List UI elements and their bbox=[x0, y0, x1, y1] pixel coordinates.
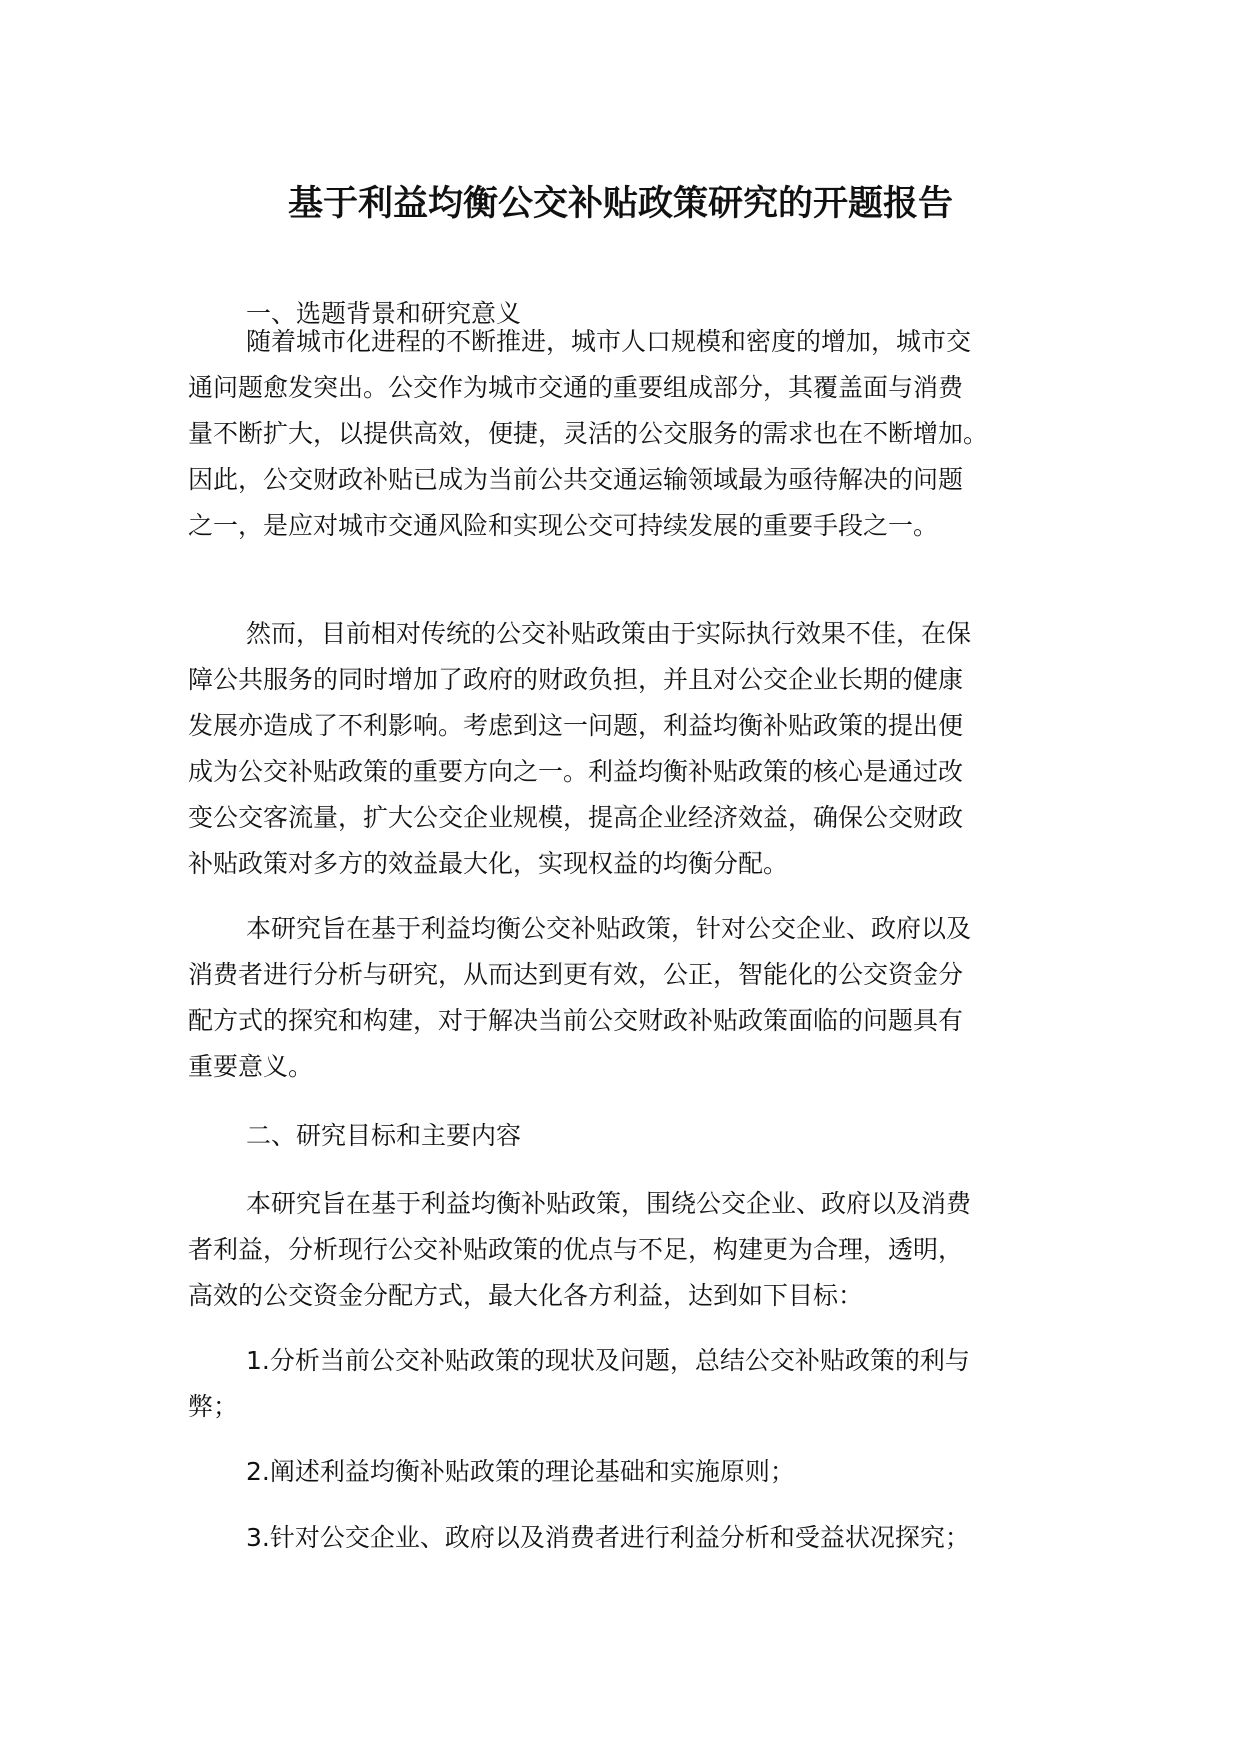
paragraph-line: 成为公交补贴政策的重要方向之一。利益均衡补贴政策的核心是通过改 bbox=[188, 757, 964, 786]
list-item-line: 2.阐述利益均衡补贴政策的理论基础和实施原则； bbox=[246, 1457, 795, 1486]
list-item-line: 弊； bbox=[188, 1392, 239, 1421]
paragraph-line: 高效的公交资金分配方式，最大化各方利益，达到如下目标： bbox=[188, 1281, 864, 1310]
paragraph-line: 配方式的探究和构建，对于解决当前公交财政补贴政策面临的问题具有 bbox=[188, 1006, 964, 1035]
paragraph-line: 重要意义。 bbox=[188, 1052, 314, 1081]
paragraph-problem bbox=[188, 611, 1068, 887]
list-item-1 bbox=[188, 1338, 1068, 1430]
paragraph-line: 量不断扩大，以提供高效，便捷，灵活的公交服务的需求也在不断增加。 bbox=[188, 419, 989, 448]
paragraph-line: 因此，公交财政补贴已成为当前公共交通运输领域最为亟待解决的问题 bbox=[188, 465, 964, 494]
paragraph-line: 然而，目前相对传统的公交补贴政策由于实际执行效果不佳，在保 bbox=[246, 619, 972, 648]
paragraph-line: 补贴政策对多方的效益最大化，实现权益的均衡分配。 bbox=[188, 849, 789, 878]
paragraph-line: 随着城市化进程的不断推进，城市人口规模和密度的增加，城市交 bbox=[246, 327, 972, 356]
paragraph-significance bbox=[188, 906, 1068, 1090]
list-item-2 bbox=[188, 1449, 1068, 1495]
paragraph-line: 之一，是应对城市交通风险和实现公交可持续发展的重要手段之一。 bbox=[188, 511, 939, 540]
paragraph-objectives-intro bbox=[188, 1181, 1068, 1319]
list-item-line: 3.针对公交企业、政府以及消费者进行利益分析和受益状况探究； bbox=[246, 1523, 970, 1552]
paragraph-line: 通问题愈发突出。公交作为城市交通的重要组成部分，其覆盖面与消费 bbox=[188, 373, 964, 402]
section-heading-objectives: 二、研究目标和主要内容 bbox=[246, 1121, 522, 1150]
paragraph-line: 发展亦造成了不利影响。考虑到这一问题，利益均衡补贴政策的提出便 bbox=[188, 711, 964, 740]
document-title: 基于利益均衡公交补贴政策研究的开题报告 bbox=[287, 184, 953, 224]
list-item-line: 1.分析当前公交补贴政策的现状及问题，总结公交补贴政策的利与 bbox=[246, 1346, 970, 1375]
section-heading-background: 一、选题背景和研究意义 bbox=[246, 299, 522, 328]
paragraph-line: 本研究旨在基于利益均衡公交补贴政策，针对公交企业、政府以及 bbox=[246, 914, 972, 943]
paragraph-line: 变公交客流量，扩大公交企业规模，提高企业经济效益，确保公交财政 bbox=[188, 803, 964, 832]
paragraph-line: 障公共服务的同时增加了政府的财政负担，并且对公交企业长期的健康 bbox=[188, 665, 964, 694]
paragraph-background bbox=[188, 319, 1068, 549]
list-item-3 bbox=[188, 1515, 1068, 1561]
paragraph-line: 本研究旨在基于利益均衡补贴政策，围绕公交企业、政府以及消费 bbox=[246, 1189, 972, 1218]
paragraph-line: 者利益，分析现行公交补贴政策的优点与不足，构建更为合理，透明， bbox=[188, 1235, 964, 1264]
paragraph-line: 消费者进行分析与研究，从而达到更有效，公正，智能化的公交资金分 bbox=[188, 960, 964, 989]
